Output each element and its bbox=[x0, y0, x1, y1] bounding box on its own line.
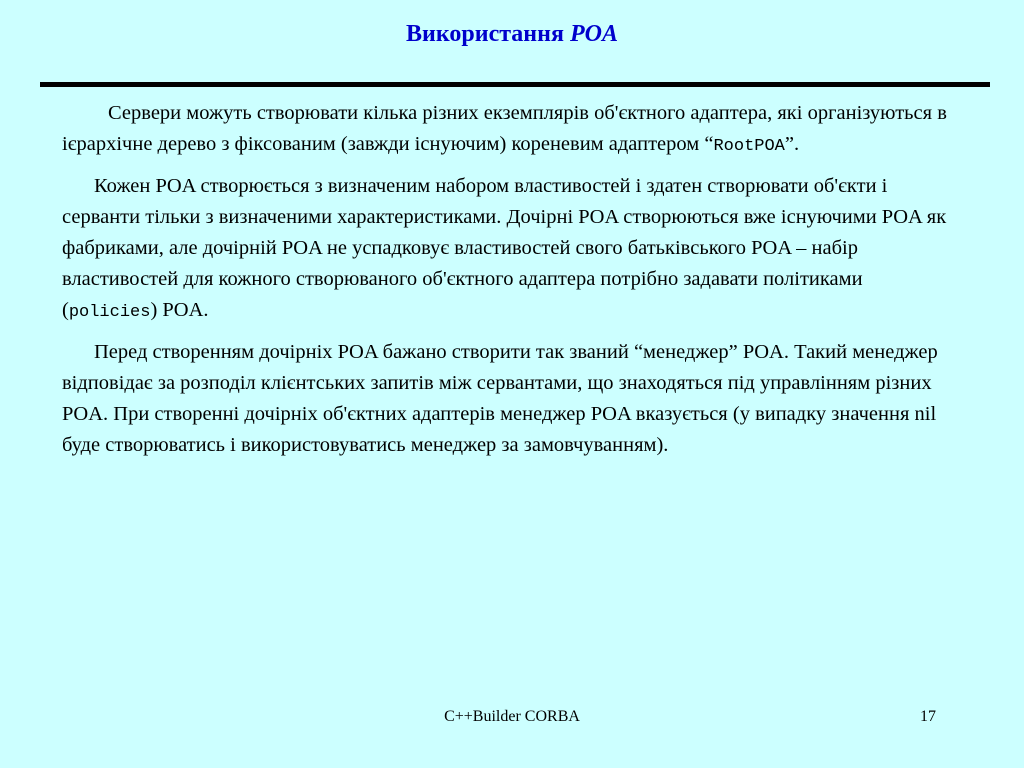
paragraph-3 bbox=[62, 337, 962, 461]
paragraph-2-tail: ) POA. bbox=[150, 299, 209, 321]
paragraph-1-tail: ”. bbox=[784, 133, 800, 155]
page-number: 17 bbox=[920, 708, 936, 725]
paragraph-2-text: Кожен POA створюється з визначеним набором властивостей і здатен створювати об'єкти і серванти тільки з визначеними характеристиками. Дочірні POA створюються вже існуючими POA як фабриками, але дочірній POA не успадковує властивостей свого батьківського POA – набір властивостей для кожного створюваного об'єктного адаптера потрібно задавати політиками ( bbox=[62, 175, 947, 321]
paragraph-1-code: RootPOA bbox=[713, 137, 785, 156]
slide-body bbox=[62, 98, 962, 470]
slide-title-text: Використання bbox=[406, 21, 570, 47]
title-divider bbox=[40, 82, 990, 87]
footer-caption: C++Builder CORBA bbox=[444, 708, 580, 725]
paragraph-1 bbox=[62, 98, 962, 162]
paragraph-1-text: Сервери можуть створювати кілька різних екземплярів об'єктного адаптера, які організуються в ієрархічне дерево з фіксованим (завжди існуючим) кореневим адаптером “ bbox=[62, 102, 947, 155]
slide-title-italic: POA bbox=[569, 21, 618, 47]
slide-title bbox=[0, 18, 1024, 50]
paragraph-2-code: policies bbox=[68, 303, 151, 322]
paragraph-3-text: Перед створенням дочірніх POA бажано створити так званий “менеджер” POA. Такий менеджер відповідає за розподіл клієнтських запитів між сервантами, що знаходяться під управлінням різних POA. При створенні дочірніх об'єктних адаптерів менеджер POA вказується (у випадку значення nil буде створюватись і використовуватись менеджер за замовчуванням). bbox=[62, 341, 938, 456]
paragraph-2 bbox=[62, 171, 962, 328]
